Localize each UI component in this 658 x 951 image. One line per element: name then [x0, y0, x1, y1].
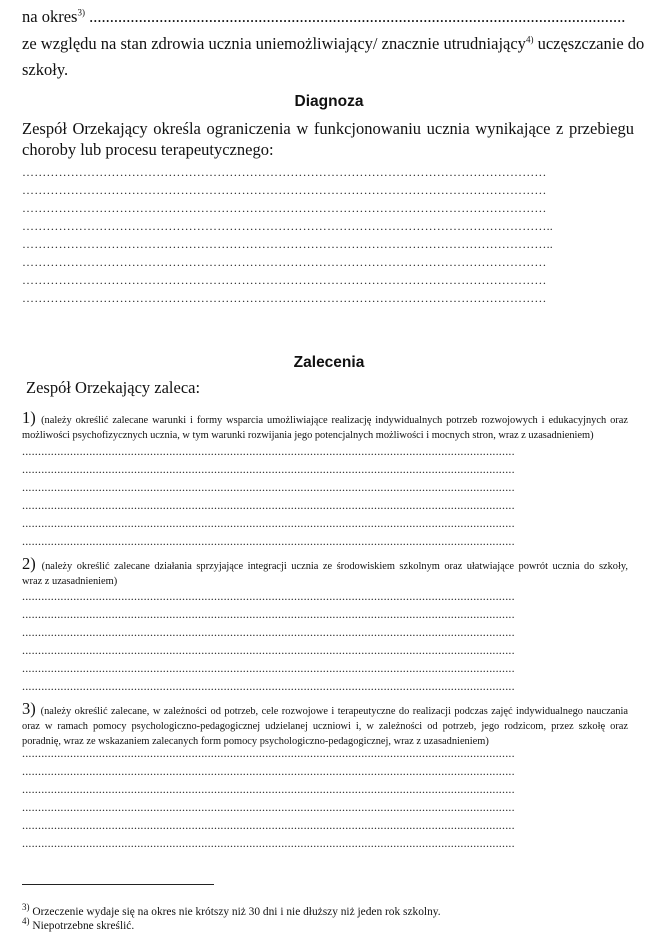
footnote-text: Niepotrzebne skreślić.	[29, 920, 135, 932]
diagnoza-blank-6[interactable]: …………………………………………………………………………………………………………………	[22, 256, 547, 268]
item-instruction-line2: wraz z uzasadnieniem)	[22, 576, 118, 587]
diagnoza-text-line1: Zespół Orzekający określa ograniczenia w funkcjonowaniu ucznia wynikające z przebiegu	[22, 119, 634, 138]
footnote-separator	[22, 884, 214, 885]
recommendation-3-blank-6[interactable]: ..........................................................................................................................................................	[22, 837, 515, 849]
footnote-mark: 4)	[22, 916, 30, 927]
diagnoza-heading: Diagnoza	[294, 93, 364, 110]
recommendation-3-blank-5[interactable]: ..........................................................................................................................................................	[22, 819, 515, 831]
recommendation-1-blank-2[interactable]: ..........................................................................................................................................................	[22, 463, 515, 475]
footnote-ref-4: 4)	[525, 34, 534, 45]
okres-label: na okres	[22, 7, 78, 26]
recommendation-2-blank-3[interactable]: ..........................................................................................................................................................	[22, 626, 515, 638]
recommendation-3	[22, 701, 628, 749]
footnote-ref-3: 3)	[77, 7, 85, 18]
diagnoza-blank-4[interactable]: …………………………………………………………………………………………………………………..	[22, 220, 553, 232]
recommendation-1-blank-6[interactable]: ..........................................................................................................................................................	[22, 535, 515, 547]
footnote-3	[22, 902, 441, 918]
recommendation-3-blank-3[interactable]: ..........................................................................................................................................................	[22, 783, 515, 795]
recommendation-2-blank-1[interactable]: ..........................................................................................................................................................	[22, 590, 515, 602]
recommendation-2	[22, 556, 628, 589]
recommendation-3-blank-1[interactable]: ..........................................................................................................................................................	[22, 747, 515, 759]
recommendation-1-blank-4[interactable]: ..........................................................................................................................................................	[22, 499, 515, 511]
diagnoza-blank-3[interactable]: …………………………………………………………………………………………………………………	[22, 202, 547, 214]
recommendation-2-blank-5[interactable]: ..........................................................................................................................................................	[22, 662, 515, 674]
health-reason-line	[22, 34, 644, 54]
school-word: szkoły.	[22, 60, 69, 79]
diagnoza-blank-7[interactable]: …………………………………………………………………………………………………………………	[22, 274, 547, 286]
diagnoza-blank-5[interactable]: …………………………………………………………………………………………………………………..	[22, 238, 553, 250]
recommendation-1-blank-1[interactable]: ..........................................................................................................................................................	[22, 445, 515, 457]
item-instruction-line1: (należy określić zalecane, w zależności od potrzeb, cele rozwojowe i terapeutyczne do realizacji podczas zajęć indywidualnego nauczania	[40, 706, 629, 717]
recommendation-1	[22, 410, 628, 443]
diagnoza-blank-1[interactable]: …………………………………………………………………………………………………………………	[22, 166, 547, 178]
health-reason-tail: uczęszczanie do	[533, 34, 645, 53]
diagnoza-blank-2[interactable]: …………………………………………………………………………………………………………………	[22, 184, 547, 196]
diagnoza-blank-8[interactable]: …………………………………………………………………………………………………………………	[22, 292, 547, 304]
okres-dots: ..................................................................................................................................	[84, 7, 626, 26]
item-instruction-line3: poradnię, wraz ze wskazaniem zalecanych form pomocy psychologiczno-pedagogicznej, wraz z uzasadnieniem)	[22, 736, 489, 747]
okres-line	[22, 7, 634, 27]
diagnoza-text-line2: choroby lub procesu terapeutycznego:	[22, 140, 274, 159]
footnote-4	[22, 916, 135, 932]
health-reason-text: ze względu na stan zdrowia ucznia uniemożliwiający/ znacznie utrudniający	[22, 34, 526, 53]
item-instruction-line1: (należy określić zalecane działania sprzyjające integracji ucznia ze środowiskiem szkolnym oraz ułatwiające powrót ucznia do szkoły,	[41, 561, 628, 572]
recommendation-3-blank-2[interactable]: ..........................................................................................................................................................	[22, 765, 515, 777]
recommendation-1-blank-3[interactable]: ..........................................................................................................................................................	[22, 481, 515, 493]
item-instruction-line2: możliwości psychofizycznych ucznia, w tym warunki rozwijania jego potencjalnych możliwości i mocnych stron, wraz z uzasadnieniem)	[22, 430, 594, 441]
item-number: 1)	[22, 408, 36, 427]
recommendation-2-blank-6[interactable]: ..........................................................................................................................................................	[22, 680, 515, 692]
item-number: 3)	[22, 699, 36, 718]
recommendation-2-blank-2[interactable]: ..........................................................................................................................................................	[22, 608, 515, 620]
footnote-mark: 3)	[22, 902, 30, 913]
recommendation-2-blank-4[interactable]: ..........................................................................................................................................................	[22, 644, 515, 656]
zalecenia-intro: Zespół Orzekający zaleca:	[26, 378, 201, 397]
zalecenia-heading: Zalecenia	[293, 354, 365, 371]
recommendation-1-blank-5[interactable]: ..........................................................................................................................................................	[22, 517, 515, 529]
recommendation-3-blank-4[interactable]: ..........................................................................................................................................................	[22, 801, 515, 813]
item-instruction-line2: oraz w ramach pomocy psychologiczno-pedagogicznej udzielanej uczniowi i, w zależności od potrzeb, jego rodzicom, przez szkołę oraz	[22, 721, 628, 732]
item-number: 2)	[22, 554, 36, 573]
footnote-text: Orzeczenie wydaje się na okres nie krótszy niż 30 dni i nie dłuższy niż jeden rok szkolny.	[29, 906, 441, 918]
item-instruction-line1: (należy określić zalecane warunki i formy wsparcia umożliwiające realizację indywidualnych potrzeb rozwojowych i edukacyjnych oraz	[41, 415, 628, 426]
